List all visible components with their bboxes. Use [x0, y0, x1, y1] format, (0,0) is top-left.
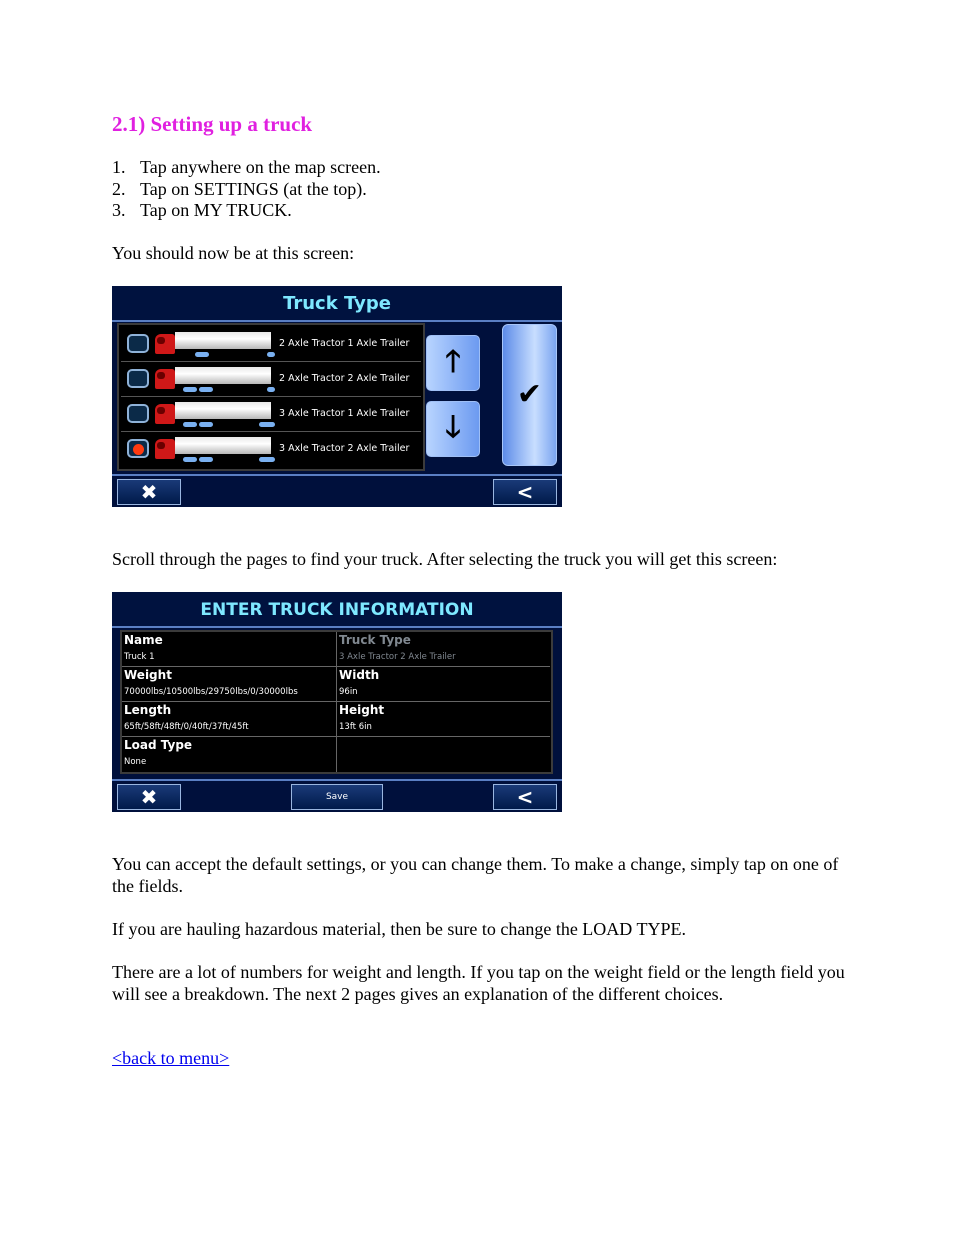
- row-label: 2 Axle Tractor 1 Axle Trailer: [279, 338, 410, 349]
- truck-info-screenshot: [112, 592, 562, 812]
- back-arrow-icon: <: [516, 785, 534, 809]
- bottom-bar: [112, 474, 562, 507]
- back-button[interactable]: [493, 784, 557, 810]
- radio-button[interactable]: [127, 404, 149, 423]
- defaults-paragraph: You can accept the default settings, or you can change them. To make a change, simply tap on one of the fields.: [112, 854, 839, 896]
- radio-button[interactable]: [127, 334, 149, 353]
- screen-title: ENTER TRUCK INFORMATION: [112, 592, 562, 628]
- bottom-bar: [112, 779, 562, 812]
- width-field[interactable]: Width 96in: [336, 667, 550, 702]
- section-heading: 2.1) Setting up a truck: [112, 112, 313, 136]
- hazard-paragraph: If you are hauling hazardous material, then be sure to change the LOAD TYPE.: [112, 919, 686, 939]
- truck-type-screenshot: [112, 286, 562, 507]
- intro-text: You should now be at this screen:: [112, 243, 355, 263]
- truck-icon: [155, 437, 275, 463]
- empty-cell: [336, 737, 550, 772]
- numbers-paragraph: There are a lot of numbers for weight and length. If you tap on the weight field or the length field you will see a breakdown. The next 2 pages gives an explanation of the different choices.: [112, 962, 845, 1004]
- list-item: 3. Tap on MY TRUCK.: [112, 200, 292, 220]
- truck-info-grid: [120, 630, 553, 774]
- close-button[interactable]: [117, 784, 181, 810]
- back-arrow-icon: <: [516, 480, 534, 504]
- list-item: 1. Tap anywhere on the map screen.: [112, 157, 381, 177]
- scroll-up-button[interactable]: [426, 335, 480, 391]
- back-button[interactable]: [493, 479, 557, 505]
- steps-list: [112, 157, 381, 222]
- arrow-down-icon: 🡓: [445, 410, 461, 445]
- confirm-button[interactable]: [502, 324, 557, 466]
- save-button[interactable]: Save: [291, 784, 383, 810]
- close-icon: ✖: [140, 480, 158, 504]
- row-label: 2 Axle Tractor 2 Axle Trailer: [279, 373, 410, 384]
- load-type-field[interactable]: Load Type None: [124, 738, 193, 767]
- height-field[interactable]: Height 13ft 6in: [336, 702, 550, 737]
- length-field[interactable]: Length 65ft/58ft/48ft/0/40ft/37ft/45ft: [122, 702, 336, 737]
- truck-type-row[interactable]: [121, 397, 421, 432]
- list-item: 2. Tap on SETTINGS (at the top).: [112, 178, 367, 199]
- truck-type-field: Truck Type 3 Axle Tractor 2 Axle Trailer: [336, 632, 550, 667]
- row-label: 3 Axle Tractor 2 Axle Trailer: [279, 443, 410, 454]
- scroll-down-button[interactable]: [426, 401, 480, 457]
- radio-button-selected[interactable]: [127, 439, 149, 458]
- weight-field[interactable]: Weight 70000lbs/10500lbs/29750lbs/0/30000lbs: [122, 667, 336, 702]
- truck-icon: [155, 332, 275, 358]
- screen-title: Truck Type: [112, 286, 562, 322]
- truck-type-row[interactable]: [121, 362, 421, 397]
- row-label: 3 Axle Tractor 1 Axle Trailer: [279, 408, 410, 419]
- close-icon: ✖: [140, 785, 158, 809]
- truck-type-list: [117, 323, 425, 471]
- back-to-menu-link[interactable]: <back to menu>: [112, 1048, 230, 1068]
- radio-button[interactable]: [127, 369, 149, 388]
- truck-icon: [155, 367, 275, 393]
- checkmark-icon: ✔: [516, 377, 543, 412]
- close-button[interactable]: [117, 479, 181, 505]
- truck-type-row[interactable]: [121, 432, 421, 466]
- truck-icon: [155, 402, 275, 428]
- name-field[interactable]: Name Truck 1: [122, 632, 336, 667]
- arrow-up-icon: 🡑: [445, 344, 461, 379]
- truck-type-row[interactable]: [121, 327, 421, 362]
- scroll-instruction: Scroll through the pages to find your truck. After selecting the truck you will get this screen:: [112, 549, 778, 569]
